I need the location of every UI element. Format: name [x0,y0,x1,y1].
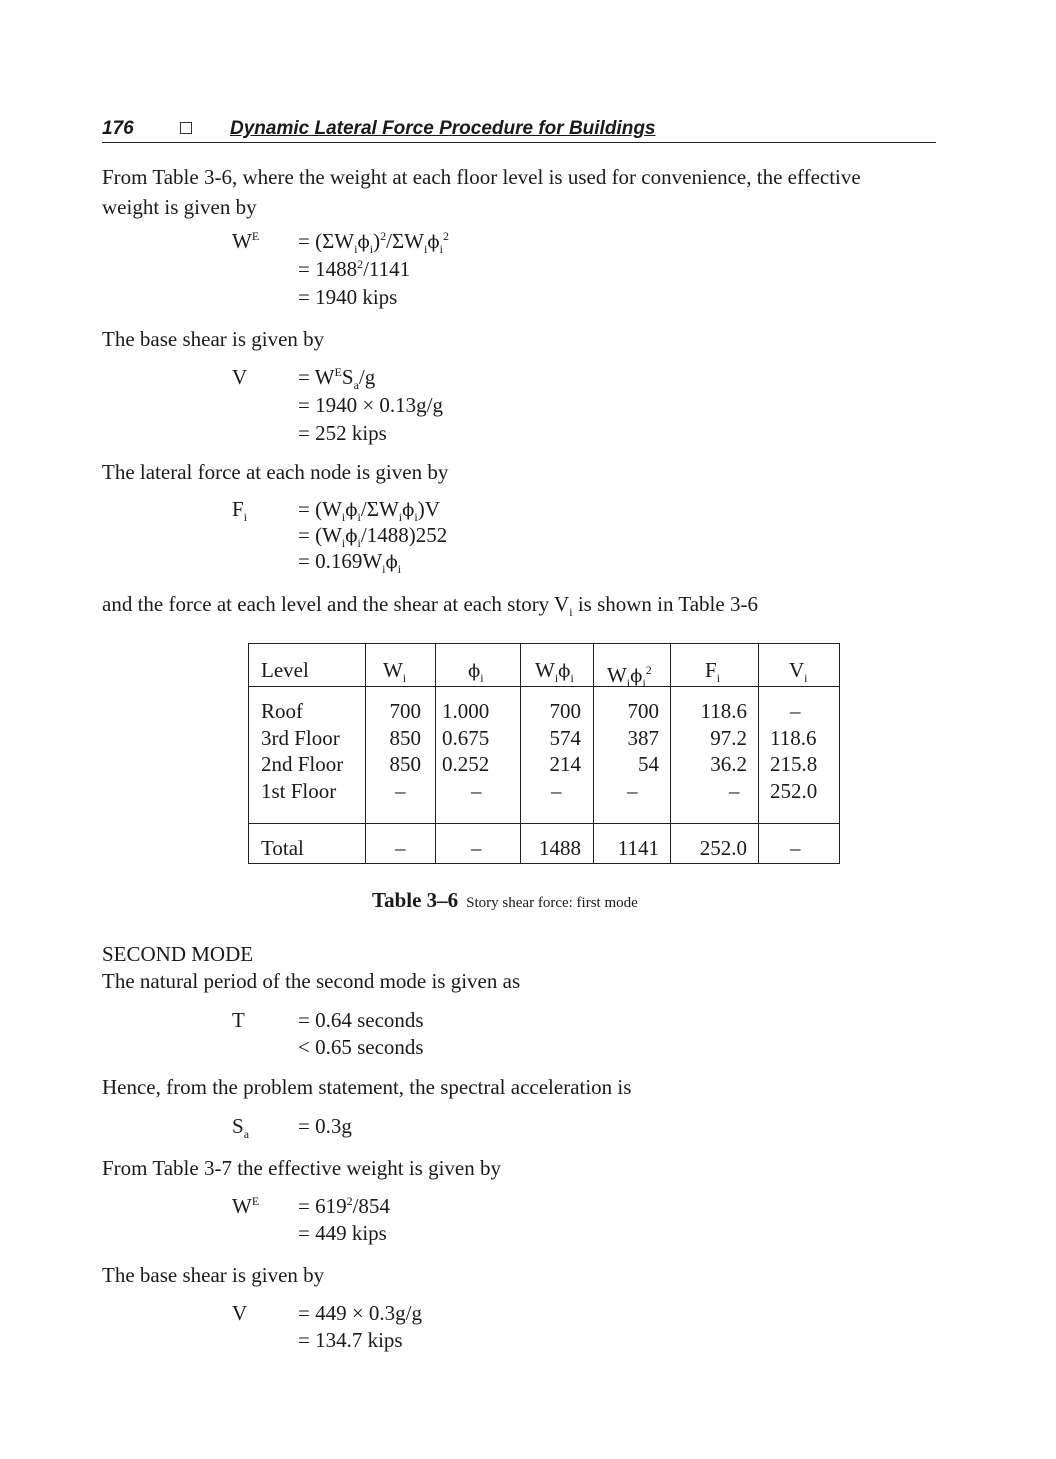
section-heading-second-mode: SECOND MODE [102,942,254,966]
paragraph-1-line-1: From Table 3-6, where the weight at each floor level is used for convenience, the effective [102,165,861,189]
paragraph-base-shear-2: The base shear is given by [102,1263,325,1287]
table-story-shear: Level $W_i$ $\phi_i$ $W_i\phi_i$ $W_i\phi_i^2$ $F_i$ $V_i$ Roof 700 1.000 700 700 118.6 – 3rd Floor 850 0.675 574 387 97.2 118.6 2nd Floor 850 0.252 214 54 36.2 215.8 1st Floor – – – – – 252.0 Total – – 1488 1141 252.0 – [248,643,840,864]
paragraph-lateral-force: The lateral force at each node is given by [102,460,449,484]
table-header-w: $W_i$ [383,658,407,686]
paragraph-spectral-acceleration: Hence, from the problem statement, the spectral acceleration is [102,1075,632,1099]
page-number: 176 [102,118,134,139]
paragraph-natural-period: The natural period of the second mode is given as [102,969,521,993]
running-title: Dynamic Lateral Force Procedure for Buildings [230,118,656,139]
paragraph-1-line-2: weight is given by [102,195,257,219]
table-header-w-phi: $W_i\phi_i$ [535,658,574,686]
paragraph-effective-weight-2: From Table 3-7 the effective weight is given by [102,1156,501,1180]
table-header-w-phi2: $W_i\phi_i^2$ [607,663,652,691]
table-header-f: $F_i$ [705,658,721,686]
running-header [102,118,936,143]
table-header-level: Level [261,658,309,682]
paragraph-base-shear: The base shear is given by [102,327,325,351]
table-header-v: $V_i$ [789,658,808,686]
paragraph-force-shear: and the force at each level and the shear at each story $V_i$ is shown in Table 3-6 [102,592,758,620]
table-header-phi: $\phi_i$ [468,661,484,686]
box-icon [180,122,192,134]
table-caption: Table 3–6 Story shear force: first mode [372,888,638,912]
